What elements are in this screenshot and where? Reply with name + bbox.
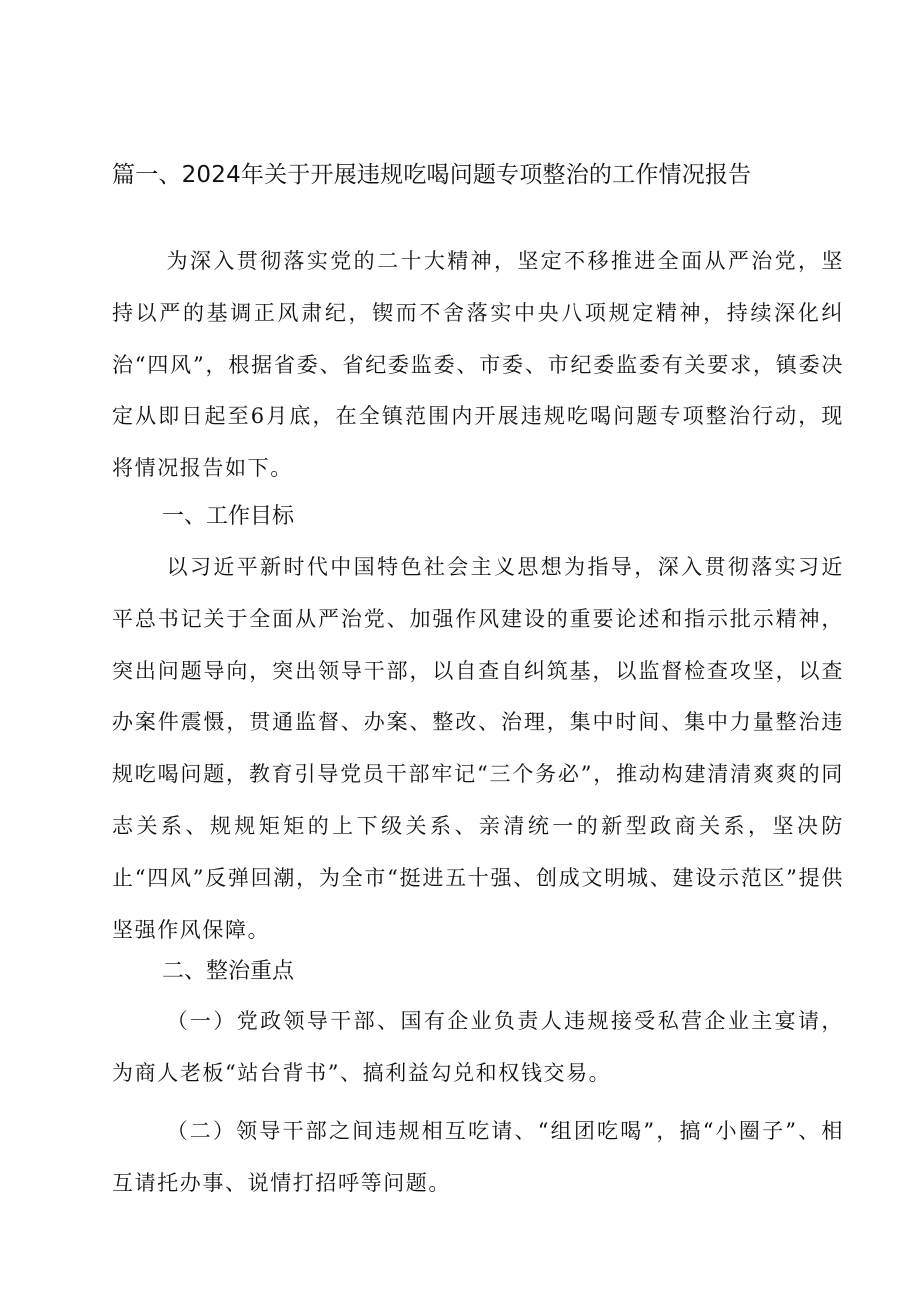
focus-item: [112, 1106, 844, 1210]
section-heading-goals: 一、工作目标: [162, 504, 295, 529]
section-heading-focus: 二、整治重点: [162, 959, 295, 984]
focus-item-text: （一）党政领导干部、国有企业负责人违规接受私营企业主宴请，为商人老板“站台背书”、搞利益勾兑和权钱交易。: [112, 1009, 844, 1085]
goals-paragraph: [112, 542, 844, 956]
focus-item: [112, 996, 844, 1100]
focus-item-text: （二）领导干部之间违规相互吃请、“组团吃喝”，搞“小圈子”、相互请托办事、说情打招呼等问题。: [112, 1119, 844, 1195]
goals-text: 以习近平新时代中国特色社会主义思想为指导，深入贯彻落实习近平总书记关于全面从严治党、加强作风建设的重要论述和指示批示精神，突出问题导向，突出领导干部，以自查自纠筑基，以监督检查攻坚，以查办案件震慑，贯通监督、办案、整改、治理，集中时间、集中力量整治违规吃喝问题，教育引导党员干部牢记“三个务必”，推动构建清清爽爽的同志关系、规规矩矩的上下级关系、亲清统一的新型政商关系，坚决防止“四风”反弹回潮，为全市“挺进五十强、创成文明城、建设示范区”提供坚强作风保障。: [112, 555, 844, 942]
intro-text: 为深入贯彻落实党的二十大精神，坚定不移推进全面从严治党，坚持以严的基调正风肃纪，锲而不舍落实中央八项规定精神，持续深化纠治“四风”，根据省委、省纪委监委、市委、市纪委监委有关要求，镇委决定从即日起至6月底，在全镇范围内开展违规吃喝问题专项整治行动，现将情况报告如下。: [112, 249, 844, 481]
intro-paragraph: [112, 236, 844, 495]
document-title: 篇一、2024年关于开展违规吃喝问题专项整治的工作情况报告: [112, 162, 752, 188]
